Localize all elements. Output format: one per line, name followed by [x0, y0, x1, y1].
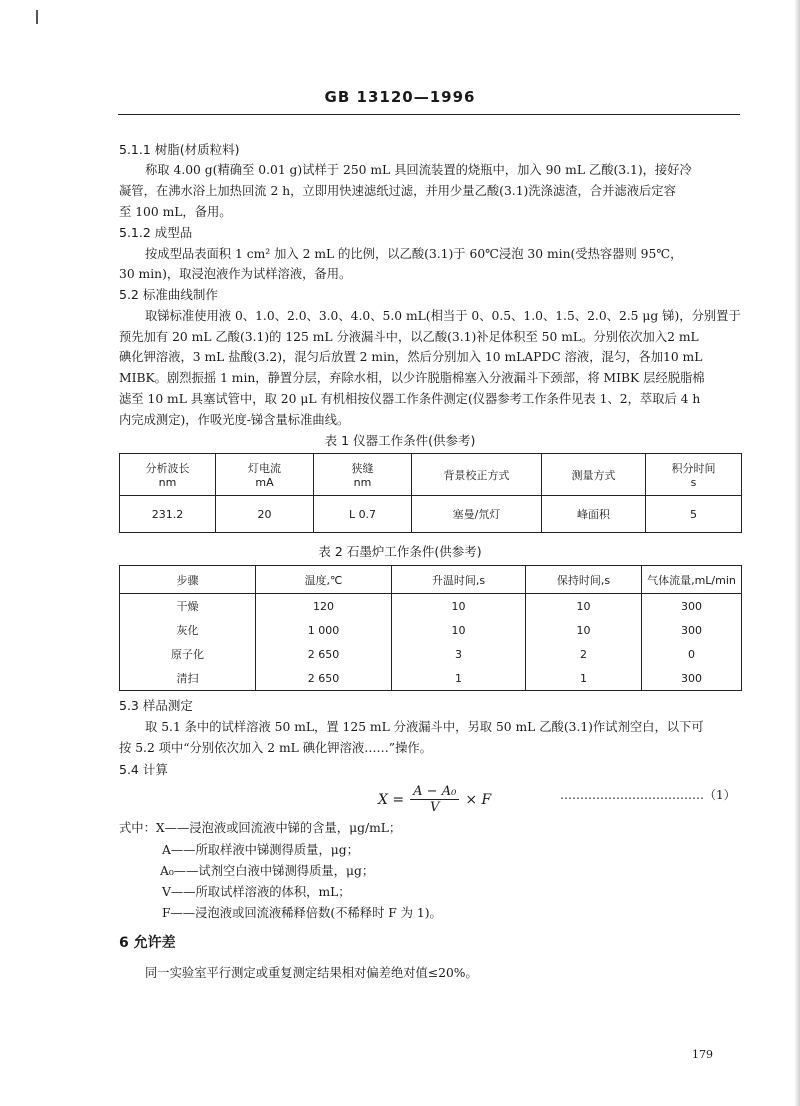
variable-definition: 式中：X——浸泡液或回流液中锑的含量，μg/mL；	[119, 821, 402, 835]
section-5-1-2-title: 5.1.2 成型品	[119, 225, 193, 240]
paragraph-line: 碘化钾溶液，3 mL 盐酸(3.2)，混匀后放置 2 min，然后分别加入 10 mLAPDC 溶液，混匀，各加10 mL	[119, 350, 703, 364]
table-cell: 20	[216, 496, 314, 533]
paragraph-line: 称取 4.00 g(精确至 0.01 g)试样于 250 mL 具回流装置的烧瓶中，加入 90 mL 乙酸(3.1)，接好冷	[145, 163, 692, 177]
section-6-title: 6 允许差	[119, 935, 176, 951]
table-cell: L 0.7	[314, 496, 412, 533]
formula-number: ………………………………（1）	[560, 788, 736, 802]
table-cell: 1	[392, 666, 526, 691]
table-row	[120, 666, 742, 691]
variable-definition: A——所取样液中锑测得质量，μg；	[162, 843, 359, 857]
table-cell: 10	[392, 618, 526, 642]
formula-numerator: A − A₀	[410, 784, 459, 800]
table-cell: 10	[526, 618, 642, 642]
header-rule	[118, 114, 740, 115]
table-cell: 300	[642, 666, 742, 691]
table-header-cell: 狭缝 nm	[314, 454, 412, 496]
paragraph-line: 滤至 10 mL 具塞试管中，取 20 μL 有机相按仪器工作条件测定(仪器参考工作条件见表 1、2，萃取后 4 h	[119, 392, 701, 406]
section-5-4-title: 5.4 计算	[119, 762, 168, 777]
table-cell: 原子化	[120, 642, 256, 666]
table-cell: 干燥	[120, 594, 256, 619]
section-5-1-1-title: 5.1.1 树脂(材质粒料)	[119, 142, 240, 157]
table-cell: 2	[526, 642, 642, 666]
table-cell: 峰面积	[542, 496, 646, 533]
paragraph-line: 同一实验室平行测定或重复测定结果相对偏差绝对值≤20%。	[145, 966, 478, 980]
page-number: 179	[692, 1048, 713, 1061]
table-header-row	[120, 454, 742, 496]
table-cell: 5	[646, 496, 742, 533]
table-row	[120, 496, 742, 533]
table-cell: 1	[526, 666, 642, 691]
corner-mark	[36, 10, 38, 24]
table-1-caption: 表 1 仪器工作条件(供参考)	[324, 433, 476, 448]
page-edge-shadow	[794, 0, 800, 1106]
paragraph-line: 按成型品表面积 1 cm² 加入 2 mL 的比例，以乙酸(3.1)于 60℃浸泡 30 min(受热容器则 95℃，	[145, 247, 683, 261]
formula-lhs: X =	[378, 791, 405, 808]
paragraph-line: 内完成测定)，作吸光度-锑含量标准曲线。	[119, 413, 350, 427]
furnace-conditions-table	[119, 565, 742, 691]
table-row	[120, 594, 742, 619]
table-cell: 2 650	[256, 642, 392, 666]
table-cell: 120	[256, 594, 392, 619]
formula-fraction	[410, 784, 459, 815]
table-header-cell: 测量方式	[542, 454, 646, 496]
table-cell: 231.2	[120, 496, 216, 533]
table-cell: 灰化	[120, 618, 256, 642]
table-cell: 3	[392, 642, 526, 666]
table-row	[120, 642, 742, 666]
table-cell: 10	[526, 594, 642, 619]
section-5-2-title: 5.2 标准曲线制作	[119, 287, 218, 302]
section-5-3-title: 5.3 样品测定	[119, 698, 193, 713]
table-cell: 10	[392, 594, 526, 619]
table-cell: 0	[642, 642, 742, 666]
table-header-cell: 步骤	[120, 566, 256, 594]
table-cell: 300	[642, 594, 742, 619]
table-header-cell: 气体流量,mL/min	[642, 566, 742, 594]
table-header-cell: 背景校正方式	[412, 454, 542, 496]
table-cell: 2 650	[256, 666, 392, 691]
formula-1	[378, 784, 491, 815]
paragraph-line: 至 100 mL，备用。	[119, 205, 232, 219]
table-header-row	[120, 566, 742, 594]
table-2-caption: 表 2 石墨炉工作条件(供参考)	[318, 544, 482, 559]
table-header-cell: 分析波长 nm	[120, 454, 216, 496]
paragraph-line: 取锑标准使用液 0、1.0、2.0、3.0、4.0、5.0 mL(相当于 0、0.5、1.0、1.5、2.0、2.5 μg 锑)，分别置于	[145, 309, 741, 323]
paragraph-line: 取 5.1 条中的试样溶液 50 mL，置 125 mL 分液漏斗中，另取 50 mL 乙酸(3.1)作试剂空白，以下可	[145, 720, 704, 734]
paragraph-line: 凝管，在沸水浴上加热回流 2 h，立即用快速滤纸过滤，并用少量乙酸(3.1)洗涤滤渣，合并滤液后定容	[119, 184, 676, 198]
table-header-cell: 灯电流 mA	[216, 454, 314, 496]
table-header-cell: 保持时间,s	[526, 566, 642, 594]
paragraph-line: MIBK。剧烈振摇 1 min，静置分层，弃除水相，以少许脱脂棉塞入分液漏斗下颈部，将 MIBK 层经脱脂棉	[119, 371, 705, 385]
formula-denominator: V	[430, 800, 440, 815]
paragraph-line: 预先加有 20 mL 乙酸(3.1)的 125 mL 分液漏斗中，以乙酸(3.1)补足体积至 50 mL。分别依次加入2 mL	[119, 330, 699, 344]
paragraph-line: 按 5.2 项中“分别依次加入 2 mL 碘化钾溶液……”操作。	[119, 741, 432, 755]
table-header-cell: 积分时间 s	[646, 454, 742, 496]
variable-definition: F——浸泡液或回流液稀释倍数(不稀释时 F 为 1)。	[162, 906, 442, 920]
table-header-cell: 温度,℃	[256, 566, 392, 594]
table-cell: 清扫	[120, 666, 256, 691]
instrument-conditions-table	[119, 453, 742, 533]
table-cell: 塞曼/氘灯	[412, 496, 542, 533]
table-header-cell: 升温时间,s	[392, 566, 526, 594]
variable-definition: V——所取试样溶液的体积，mL；	[162, 885, 351, 899]
formula-rhs: × F	[465, 791, 492, 808]
standard-code-header: GB 13120—1996	[324, 88, 476, 106]
table-row	[120, 618, 742, 642]
variable-definition: A₀——试剂空白液中锑测得质量，μg；	[160, 864, 375, 878]
table-cell: 1 000	[256, 618, 392, 642]
paragraph-line: 30 min)，取浸泡液作为试样溶液，备用。	[119, 267, 352, 281]
table-cell: 300	[642, 618, 742, 642]
